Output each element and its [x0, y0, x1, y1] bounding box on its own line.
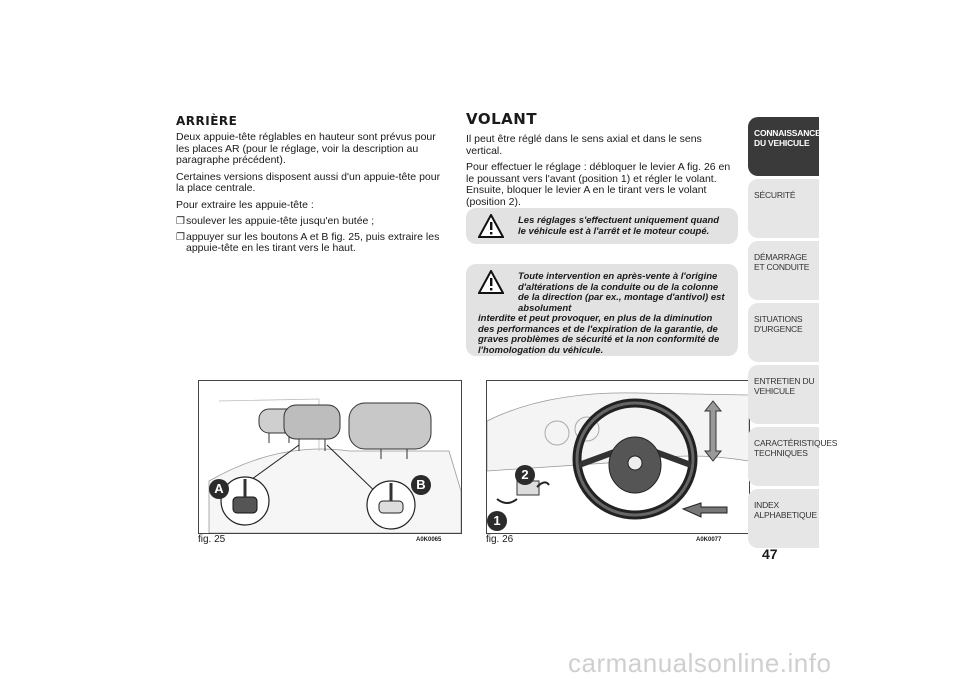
warning-text: Les réglages s'effectuent uniquement quand le véhicule est à l'arrêt et le moteur coupé.: [518, 215, 720, 237]
list-item-text: appuyer sur les boutons A et B fig. 25, puis extraire les appuie-tête en les tirant vers le haut.: [186, 230, 440, 254]
list-item-text: soulever les appuie-tête jusqu'en butée ;: [186, 215, 375, 227]
figure-26-code: A0K0077: [696, 537, 722, 543]
callout-b-badge: B: [411, 475, 431, 495]
figure-26-caption: fig. 26: [486, 534, 514, 545]
callout-2-badge: 2: [515, 465, 535, 485]
tab-entretien-du-vehicule[interactable]: ENTRETIEN DU VEHICULE: [748, 365, 819, 424]
warning-text: interdite et peut provoquer, en plus de la diminution des performances et de l'expiration de la garantie, de graves problèmes de sécurité et la non conformité de l'homologation du véhicule.: [478, 313, 720, 356]
paragraph: Pour effectuer le réglage : débloquer le levier A fig. 26 en le poussant vers l'avant (position 1) et régler le volant. Ensuite, bloquer le levier A en le tirant vers le volant (position 2).: [466, 161, 731, 208]
figure-25-code: A0K0065: [416, 537, 442, 543]
warning-box: [466, 264, 738, 356]
warning-triangle-icon: [478, 214, 504, 238]
warning-box: [466, 208, 738, 244]
tab-securite[interactable]: SÉCURITÉ: [748, 179, 819, 238]
figure-25-caption: fig. 25: [198, 534, 226, 545]
warning-text: Toute intervention en après-vente à l'origine d'altérations de la conduite ou de la colonne de la direction (par ex., montage d'antivol) est absolument: [518, 271, 725, 314]
callout-1-badge: 1: [487, 511, 507, 531]
section-title-volant: VOLANT: [466, 110, 538, 128]
paragraph: Pour extraire les appuie-tête :: [176, 198, 314, 211]
headrest-illustration: [199, 381, 461, 533]
middle-column: [466, 110, 738, 213]
paragraph: Deux appuie-tête réglables en hauteur sont prévus pour les places AR (pour le réglage, voir la description au paragraphe précédent).: [176, 131, 436, 166]
tab-index-alphabetique[interactable]: INDEX ALPHABETIQUE: [748, 489, 819, 548]
tab-connaissance-du-vehicule[interactable]: CONNAISSANCE DU VEHICULE: [748, 117, 819, 176]
checkbox-bullet-icon: ❐: [176, 216, 185, 227]
tab-caracteristiques-techniques[interactable]: CARACTÉRISTIQUES TECHNIQUES: [748, 427, 819, 486]
figure-26-steering-wheel: [486, 380, 750, 534]
paragraph: Certaines versions disposent aussi d'un appuie-tête pour la place centrale.: [176, 170, 441, 194]
figure-25-headrests: [198, 380, 462, 534]
section-title-arriere: ARRIÈRE: [176, 114, 238, 128]
steering-wheel-illustration: [487, 381, 749, 533]
chapter-tabs: [748, 117, 838, 551]
watermark-text: carmanualsonline.info: [568, 648, 832, 678]
warning-triangle-icon: [478, 270, 504, 294]
list-item: [176, 232, 448, 255]
callout-a-badge: A: [209, 479, 229, 499]
tab-situations-durgence[interactable]: SITUATIONS D'URGENCE: [748, 303, 819, 362]
page-number: 47: [762, 546, 778, 562]
tab-demarrage-et-conduite[interactable]: DÉMARRAGE ET CONDUITE: [748, 241, 819, 300]
paragraph: Il peut être réglé dans le sens axial et dans le sens vertical.: [466, 133, 702, 157]
checkbox-bullet-icon: ❐: [176, 231, 185, 243]
left-column: [176, 110, 448, 259]
list-item: [176, 216, 448, 228]
